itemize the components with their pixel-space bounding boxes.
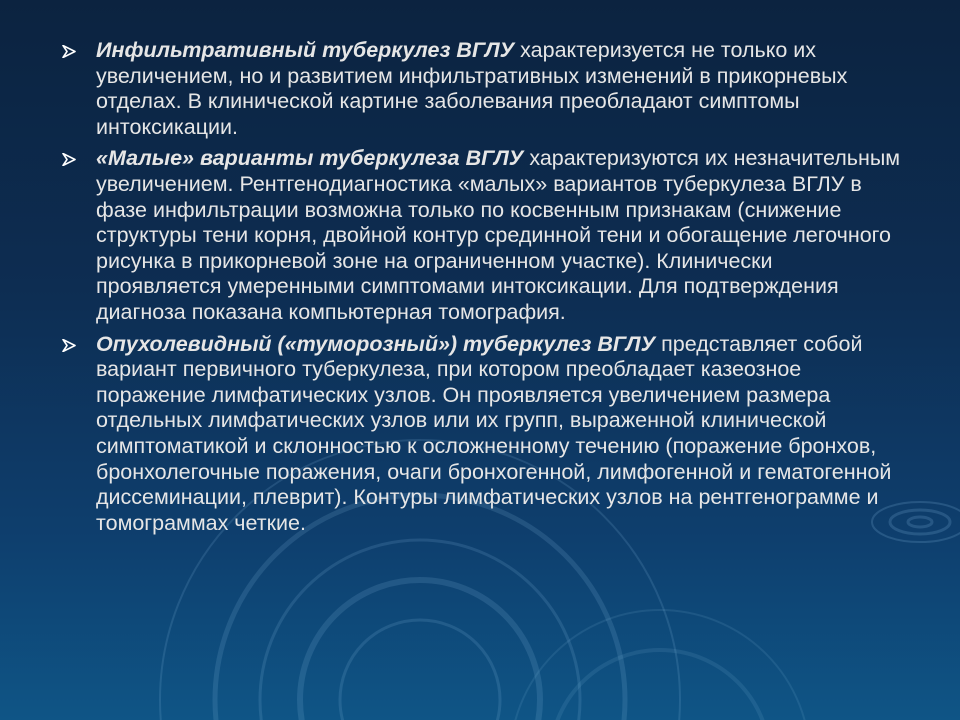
bullet-text: характеризуются их незначительным увеличением. Рентгенодиагностика «малых» вариантов туберкулеза ВГЛУ в фазе инфильтрации возможна только по косвенным признакам (снижение структуры тени корня, двойной контур срединной тени и обогащение легочного рисунка в прикорневой зоне на ограниченном участке). Клинически проявляется умеренными симптомами интоксикации. Для подтверждения диагноза показана компьютерная томография. <box>96 146 901 324</box>
bullet-lead: Инфильтративный туберкулез ВГЛУ <box>96 38 515 62</box>
bullet-item <box>62 332 902 537</box>
arrowhead-bullet-icon <box>62 38 82 64</box>
bullet-lead: «Малые» варианты туберкулеза ВГЛУ <box>96 146 524 171</box>
slide-content <box>62 38 902 542</box>
bullet-item <box>62 146 902 325</box>
bullet-item <box>62 38 902 140</box>
bullet-text: представляет собой вариант первичного туберкулеза, при котором преобладает казеозное поражение лимфатических узлов. Он проявляется увеличением размера отдельных лимфатических узлов или их групп, выраженной клинической симптоматикой и склонностью к осложненному течению (поражение бронхов, бронхолегочные поражения, очаги бронхогенной, лимфогенной и гематогенной диссеминации, плеврит). Контуры лимфатических узлов на рентгенограмме и томограммах четкие. <box>96 331 892 535</box>
arrowhead-bullet-icon <box>62 146 82 172</box>
bullet-text: характеризуется не только их увеличением, но и развитием инфильтративных изменений в прикорневых отделах. В клинической картине заболевания преобладают симптомы интоксикации. <box>96 38 848 139</box>
bullet-lead: Опухолевидный («туморозный») туберкулез ВГЛУ <box>96 331 656 356</box>
arrowhead-bullet-icon <box>62 332 82 358</box>
